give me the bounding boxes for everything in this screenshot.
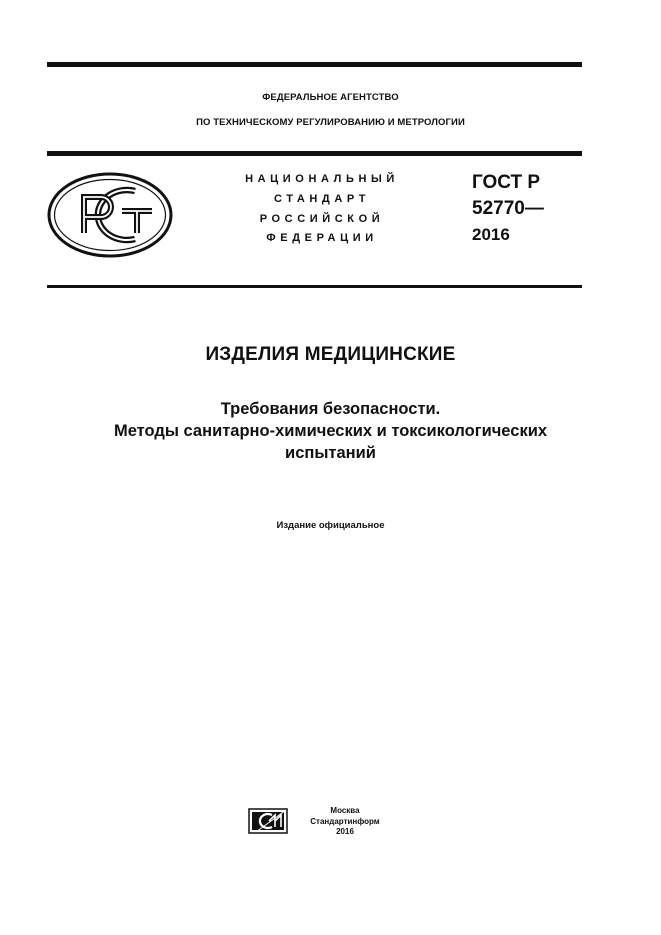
standard-type-block xyxy=(222,170,422,249)
standard-type-line-3: РОССИЙСКОЙ xyxy=(259,212,385,225)
standard-type-line-4: ФЕДЕРАЦИИ xyxy=(266,232,378,245)
top-rule xyxy=(47,62,582,67)
agency-line-1: ФЕДЕРАЛЬНОЕ АГЕНТСТВО xyxy=(262,92,399,103)
designation-line-2: 52770— xyxy=(472,198,544,219)
designation-line-3: 2016 xyxy=(472,225,510,244)
publisher-city: Москва xyxy=(330,806,360,815)
edition-note: Издание официальное xyxy=(276,520,385,531)
publisher-name: Стандартинформ xyxy=(310,816,380,826)
middle-rule xyxy=(47,151,582,156)
standard-type-line-1: НАЦИОНАЛЬНЫЙ xyxy=(245,173,399,185)
standard-designation xyxy=(472,170,582,248)
subtitle-line-1: Требования безопасности. xyxy=(220,400,441,418)
publisher-block xyxy=(295,806,395,838)
document-title: ИЗДЕЛИЯ МЕДИЦИНСКИЕ xyxy=(205,344,456,365)
subtitle-line-2: Методы санитарно-химических и токсикологических xyxy=(113,422,548,440)
agency-line-2: ПО ТЕХНИЧЕСКОМУ РЕГУЛИРОВАНИЮ И МЕТРОЛОГИИ xyxy=(196,117,465,128)
designation-line-1: ГОСТ Р xyxy=(472,172,541,193)
subtitle-line-3: испытаний xyxy=(285,444,376,462)
standartinform-logo-icon xyxy=(248,808,288,834)
publisher-year: 2016 xyxy=(336,827,354,836)
rst-certification-icon xyxy=(46,171,174,259)
document-subtitle xyxy=(0,398,661,464)
lower-rule xyxy=(47,285,582,288)
standard-type-line-2: СТАНДАРТ xyxy=(273,192,371,205)
